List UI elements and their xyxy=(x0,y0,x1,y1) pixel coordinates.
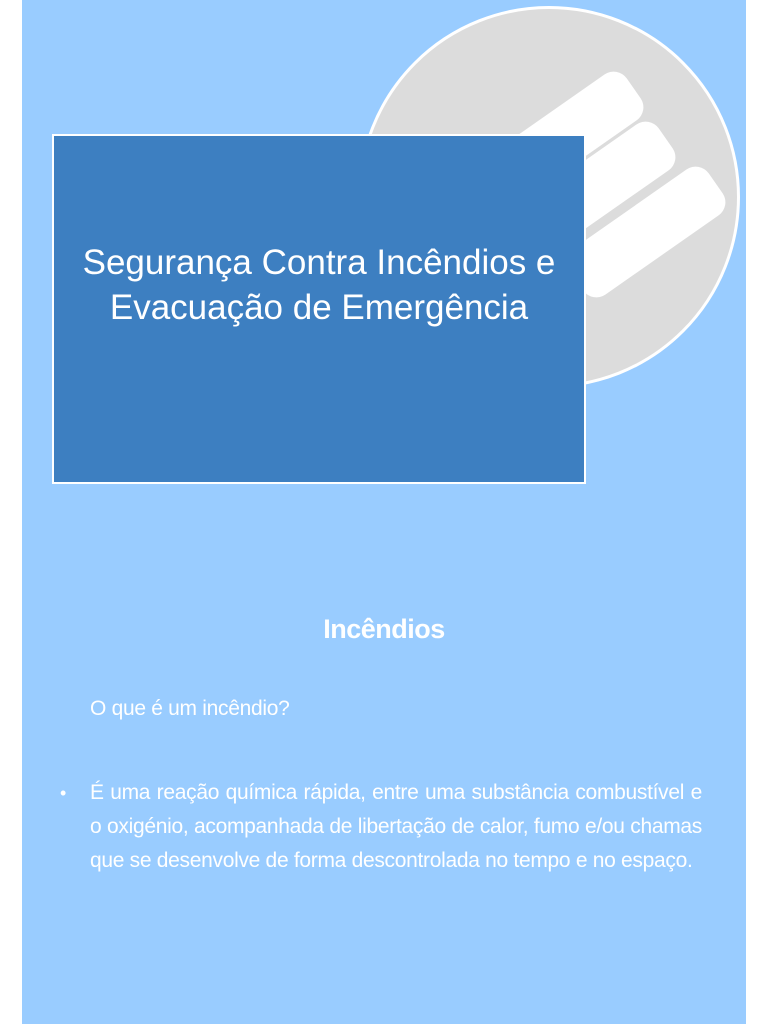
document-title: Segurança Contra Incêndios e Evacuação de Emergência xyxy=(82,243,556,327)
bullet-marker: • xyxy=(60,783,67,803)
bullet-item xyxy=(60,776,702,878)
question-text: O que é um incêndio? xyxy=(90,697,290,720)
title-box xyxy=(52,134,586,484)
definition-text: É uma reação química rápida, entre uma substância combustível e o oxigénio, acompanhada de libertação de calor, fumo e/ou chamas que se desenvolve de forma descontrolada no tempo e no espaço. xyxy=(90,781,702,872)
document-page xyxy=(22,0,746,1024)
section-heading: Incêndios xyxy=(323,614,445,644)
